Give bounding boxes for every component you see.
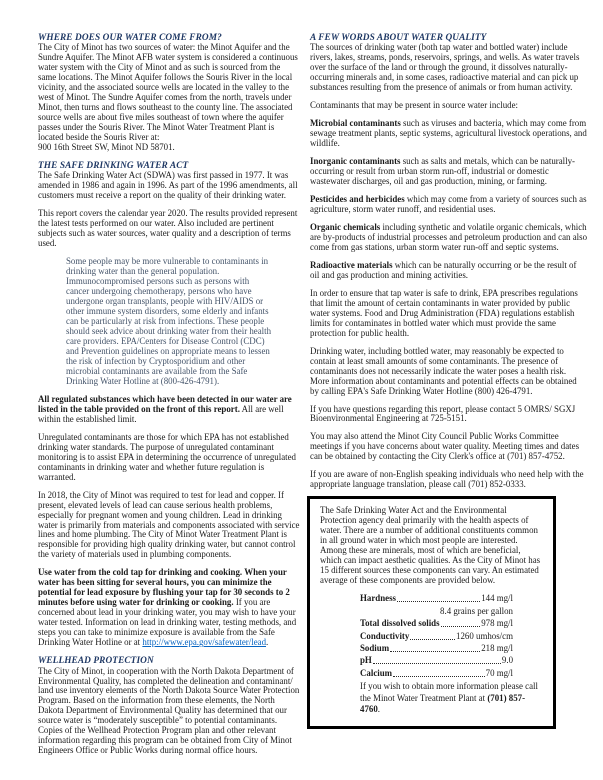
dotted-leader xyxy=(410,639,455,640)
cold-tap-advice-end: . xyxy=(266,637,269,648)
epa-safewater-link[interactable]: http://www.epa.gov/safewater/lead xyxy=(142,637,267,648)
paragraph-contaminants-lead-in: Contaminants that may be present in source water include: xyxy=(310,100,519,111)
dotted-leader xyxy=(373,663,501,664)
mineral-value: 978 mg/l xyxy=(481,618,513,629)
grains-per-gallon-note: 8.4 grains per gallon xyxy=(440,605,513,616)
dotted-leader xyxy=(441,626,481,627)
paragraph-regulated-substances xyxy=(38,395,300,425)
mineral-value: 1260 umhos/cm xyxy=(456,630,513,641)
contaminant-term: Pesticides and herbicides xyxy=(310,194,405,205)
paragraph-language-help: If you are aware of non-English speaking individuals who need help with the appropriate language translation, please call (701) 852-0333. xyxy=(310,469,584,490)
cold-tap-advice-rest: If you are concerned about lead in your drinking water, you may wish to have your water tested. Information on lead in drinking water, testing methods, and steps you can take to minimize exposure is available from the Safe Drinking Water Hotline or at xyxy=(38,597,297,648)
paragraph-report-scope: This report covers the calendar year 2020. The results provided represent the latest tests performed on our water. Also included are pertinent subjects such as water sources, water quality and a description of terms used. xyxy=(38,208,298,249)
box-closing-line1: If you wish to obtain more information please call xyxy=(360,680,538,691)
regulated-substances-bold: All regulated substances which have been detected in our water are listed in the table provided on the front of this report. xyxy=(38,393,292,414)
section-heading-sdwa: THE SAFE DRINKING WATER ACT xyxy=(38,161,189,172)
contaminant-item-organic xyxy=(310,223,587,253)
mineral-row-sodium xyxy=(360,642,513,654)
closing-pre: the Minot Water Treatment Plant at xyxy=(360,692,488,703)
paragraph-wellhead: The City of Minot, in cooperation with the North Dakota Department of Environmental Quality, has completed the delineation and contaminant/ land use inventory elements of the North Dakota Source Water Protection Program. Based on the information from these elements, the North Dakota Department of Environmental Quality has determined that our source water is “moderately susceptible” to potential contaminants. Copies of the Wellhead Protection Program plan and other relevant information regarding this program can be obtained from City of Minot Engineers Office or Public Works during normal office hours. xyxy=(38,665,300,756)
closing-post: . xyxy=(377,704,380,715)
left-column xyxy=(38,33,300,764)
paragraph-unregulated: Unregulated contaminants are those for which EPA has not established drinking water standards. The purpose of unregulated contaminant monitoring is to assist EPA in determining the occurrence of unregulated contaminants in drinking water and whether future regulation is warranted. xyxy=(38,431,296,482)
contaminant-desc: which may come from a variety of sources such as agriculture, storm water runoff, and residential uses. xyxy=(310,194,587,214)
mineral-row-grains xyxy=(360,604,513,616)
paragraph-sdwa-history: The Safe Drinking Water Act (SDWA) was first passed in 1977. It was amended in 1986 and again in 1996. As part of the 1996 amendments, all customers must receive a report on the quality of their drinking water. xyxy=(38,170,298,201)
treatment-plant-phone: (701) 857-4760 xyxy=(360,692,526,715)
contaminant-desc: including synthetic and volatile organic chemicals, which are by-products of industrial processes and petroleum production and can also come from gas stations, urban storm water run-off and septic systems. xyxy=(310,221,588,252)
contaminant-term: Microbial contaminants xyxy=(310,118,401,129)
section-heading-water-source: WHERE DOES OUR WATER COME FROM? xyxy=(38,33,222,43)
mineral-label: Conductivity xyxy=(360,630,410,641)
paragraph-council-meetings: You may also attend the Minot City Council Public Works Committee meetings if you have concerns about water quality. Meeting times and dates can be obtained by contacting the City Clerk's office at (701) 857-4752. xyxy=(310,431,580,462)
mineral-content-box xyxy=(307,496,556,729)
contaminant-desc: such as salts and metals, which can be naturally-occurring or result from urban storm run-off, industrial or domestic wastewater discharges, oil and gas production, mining, or farming. xyxy=(310,156,575,187)
contaminant-term: Organic chemicals xyxy=(310,221,381,232)
cold-tap-advice-bold: Use water from the cold tap for drinking and cooking. When your water has been sitting for several hours, you can minimize the potential for lead exposure by flushing your tap for 30 seconds to 2 minutes before using water for drinking or cooking. xyxy=(38,567,290,608)
box-closing xyxy=(360,681,543,716)
mineral-label: Sodium xyxy=(360,643,390,654)
contaminant-item-inorganic xyxy=(310,157,587,187)
mineral-value: 218 mg/l xyxy=(481,643,513,654)
contaminant-item-radioactive xyxy=(310,261,587,281)
plant-address: 900 16th Street SW, Minot ND 58701. xyxy=(38,142,175,153)
mineral-label: Total dissolved solids xyxy=(360,618,440,629)
contaminant-desc: such as viruses and bacteria, which may come from sewage treatment plants, septic systems, agricultural livestock operations, and wildlife. xyxy=(310,118,587,149)
contaminant-desc: which can be naturally occurring or be the result of oil and gas production and mining activities. xyxy=(310,259,577,280)
right-column xyxy=(310,33,587,729)
contaminant-item-microbial xyxy=(310,119,587,149)
regulated-substances-rest: All are well within the established limit. xyxy=(38,403,284,424)
mineral-list xyxy=(360,592,513,679)
contaminant-term: Radioactive materials xyxy=(310,259,393,270)
dotted-leader xyxy=(393,676,485,677)
mineral-row-ph xyxy=(360,654,513,666)
box-closing-line2 xyxy=(360,693,543,717)
mineral-row-tds xyxy=(360,617,513,629)
paragraph-quality-intro: The sources of drinking water (both tap water and bottled water) include rivers, lakes, streams, ponds, reservoirs, springs, and wells. As water travels over the surface of the land or through the ground, it dissolves naturally-occurring minerals and, in some cases, radioactive material and can pick up substances resulting from the presence of animals or from human activity. xyxy=(310,42,580,93)
paragraph-questions-contact: If you have questions regarding this report, please contact 5 OMRS/ SGXJ Bioenvironmental Engineering at 725-5151. xyxy=(310,403,576,424)
mineral-value: 9.0 xyxy=(501,655,513,666)
mineral-value: 70 mg/l xyxy=(485,667,513,678)
paragraph-water-source: The City of Minot has two sources of water: the Minot Aquifer and the Sundre Aquifer. The Minot AFB water system is considered a continuous water system with the City of Minot and as such is sourced from the same locations. The Minot Aquifer follows the Souris River in the local vicinity, and the associated source wells are located in the valley to the west of Minot. The Sundre Aquifer comes from the north, travels under Minot, then turns and flows southeast to the county line. The associated source wells are about five miles southeast of town where the aquifer passes under the Souris River. The Minot Water Treatment Plant is located beside the Souris River at: xyxy=(38,42,298,143)
paragraph-epa-fda: In order to ensure that tap water is safe to drink, EPA prescribes regulations that limit the amount of certain contaminants in water provided by public water systems. Food and Drug Administration (FDA) regulations establish limits for contaminates in bottled water which must provide the same protection for public health. xyxy=(310,287,578,338)
dotted-leader xyxy=(397,601,480,602)
dotted-leader xyxy=(390,651,480,652)
mineral-label: pH xyxy=(360,655,372,666)
mineral-row-calcium xyxy=(360,666,513,678)
paragraph-lead-copper: In 2018, the City of Minot was required to test for lead and copper. If present, elevated levels of lead can cause serious health problems, especially for pregnant women and young children. Lead in drinking water is primarily from materials and components associated with service lines and home plumbing. The City of Minot Water Treatment Plant is responsible for providing high quality drinking water, but cannot control the variety of materials used in plumbing components. xyxy=(38,489,300,560)
vulnerable-population-notice: Some people may be more vulnerable to contaminants in drinking water than the general population. Immunocompromised persons such as persons with cancer undergoing chemotherapy, persons who have undergone organ transplants, people with HIV/AIDS or other immune system disorders, some elderly and infants can be particularly at risk from infections. These people should seek advice about drinking water from their health care providers. EPA/Centers for Disease Control (CDC) and Prevention guidelines on appropriate means to lessen the risk of infection by Cryptosporidium and other microbial contaminants are available from the Safe Drinking Water Hotline at (800-426-4791). xyxy=(66,256,272,386)
mineral-row-hardness xyxy=(360,592,513,604)
mineral-label: Calcium xyxy=(360,667,393,678)
contaminant-item-pesticides xyxy=(310,195,587,215)
box-intro: The Safe Drinking Water Act and the Environmental Protection agency deal primarily with the health aspects of water. There are a number of additional constituents common in all ground water in which most people are interested. Among these are minerals, most of which are beneficial, which can impact aesthetic qualities. As the City of Minot has 15 different sources these components can vary. An estimated average of these components are provided below. xyxy=(320,505,541,586)
section-heading-water-quality: A FEW WORDS ABOUT WATER QUALITY xyxy=(310,33,487,43)
mineral-value: 144 mg/l xyxy=(481,593,513,604)
contaminant-term: Inorganic contaminants xyxy=(310,156,401,167)
paragraph-drinking-water: Drinking water, including bottled water, may reasonably be expected to contain at least small amounts of some contaminants. The presence of contaminants does not necessarily indicate the water poses a health risk. More information about contaminants and potential effects can be obtained by calling EPA's Safe Drinking Water Hotline (800) 426-4791. xyxy=(310,345,577,396)
paragraph-cold-tap xyxy=(38,568,300,648)
section-heading-wellhead: WELLHEAD PROTECTION xyxy=(38,656,154,667)
mineral-label: Hardness xyxy=(360,593,396,604)
mineral-row-conductivity xyxy=(360,629,513,641)
